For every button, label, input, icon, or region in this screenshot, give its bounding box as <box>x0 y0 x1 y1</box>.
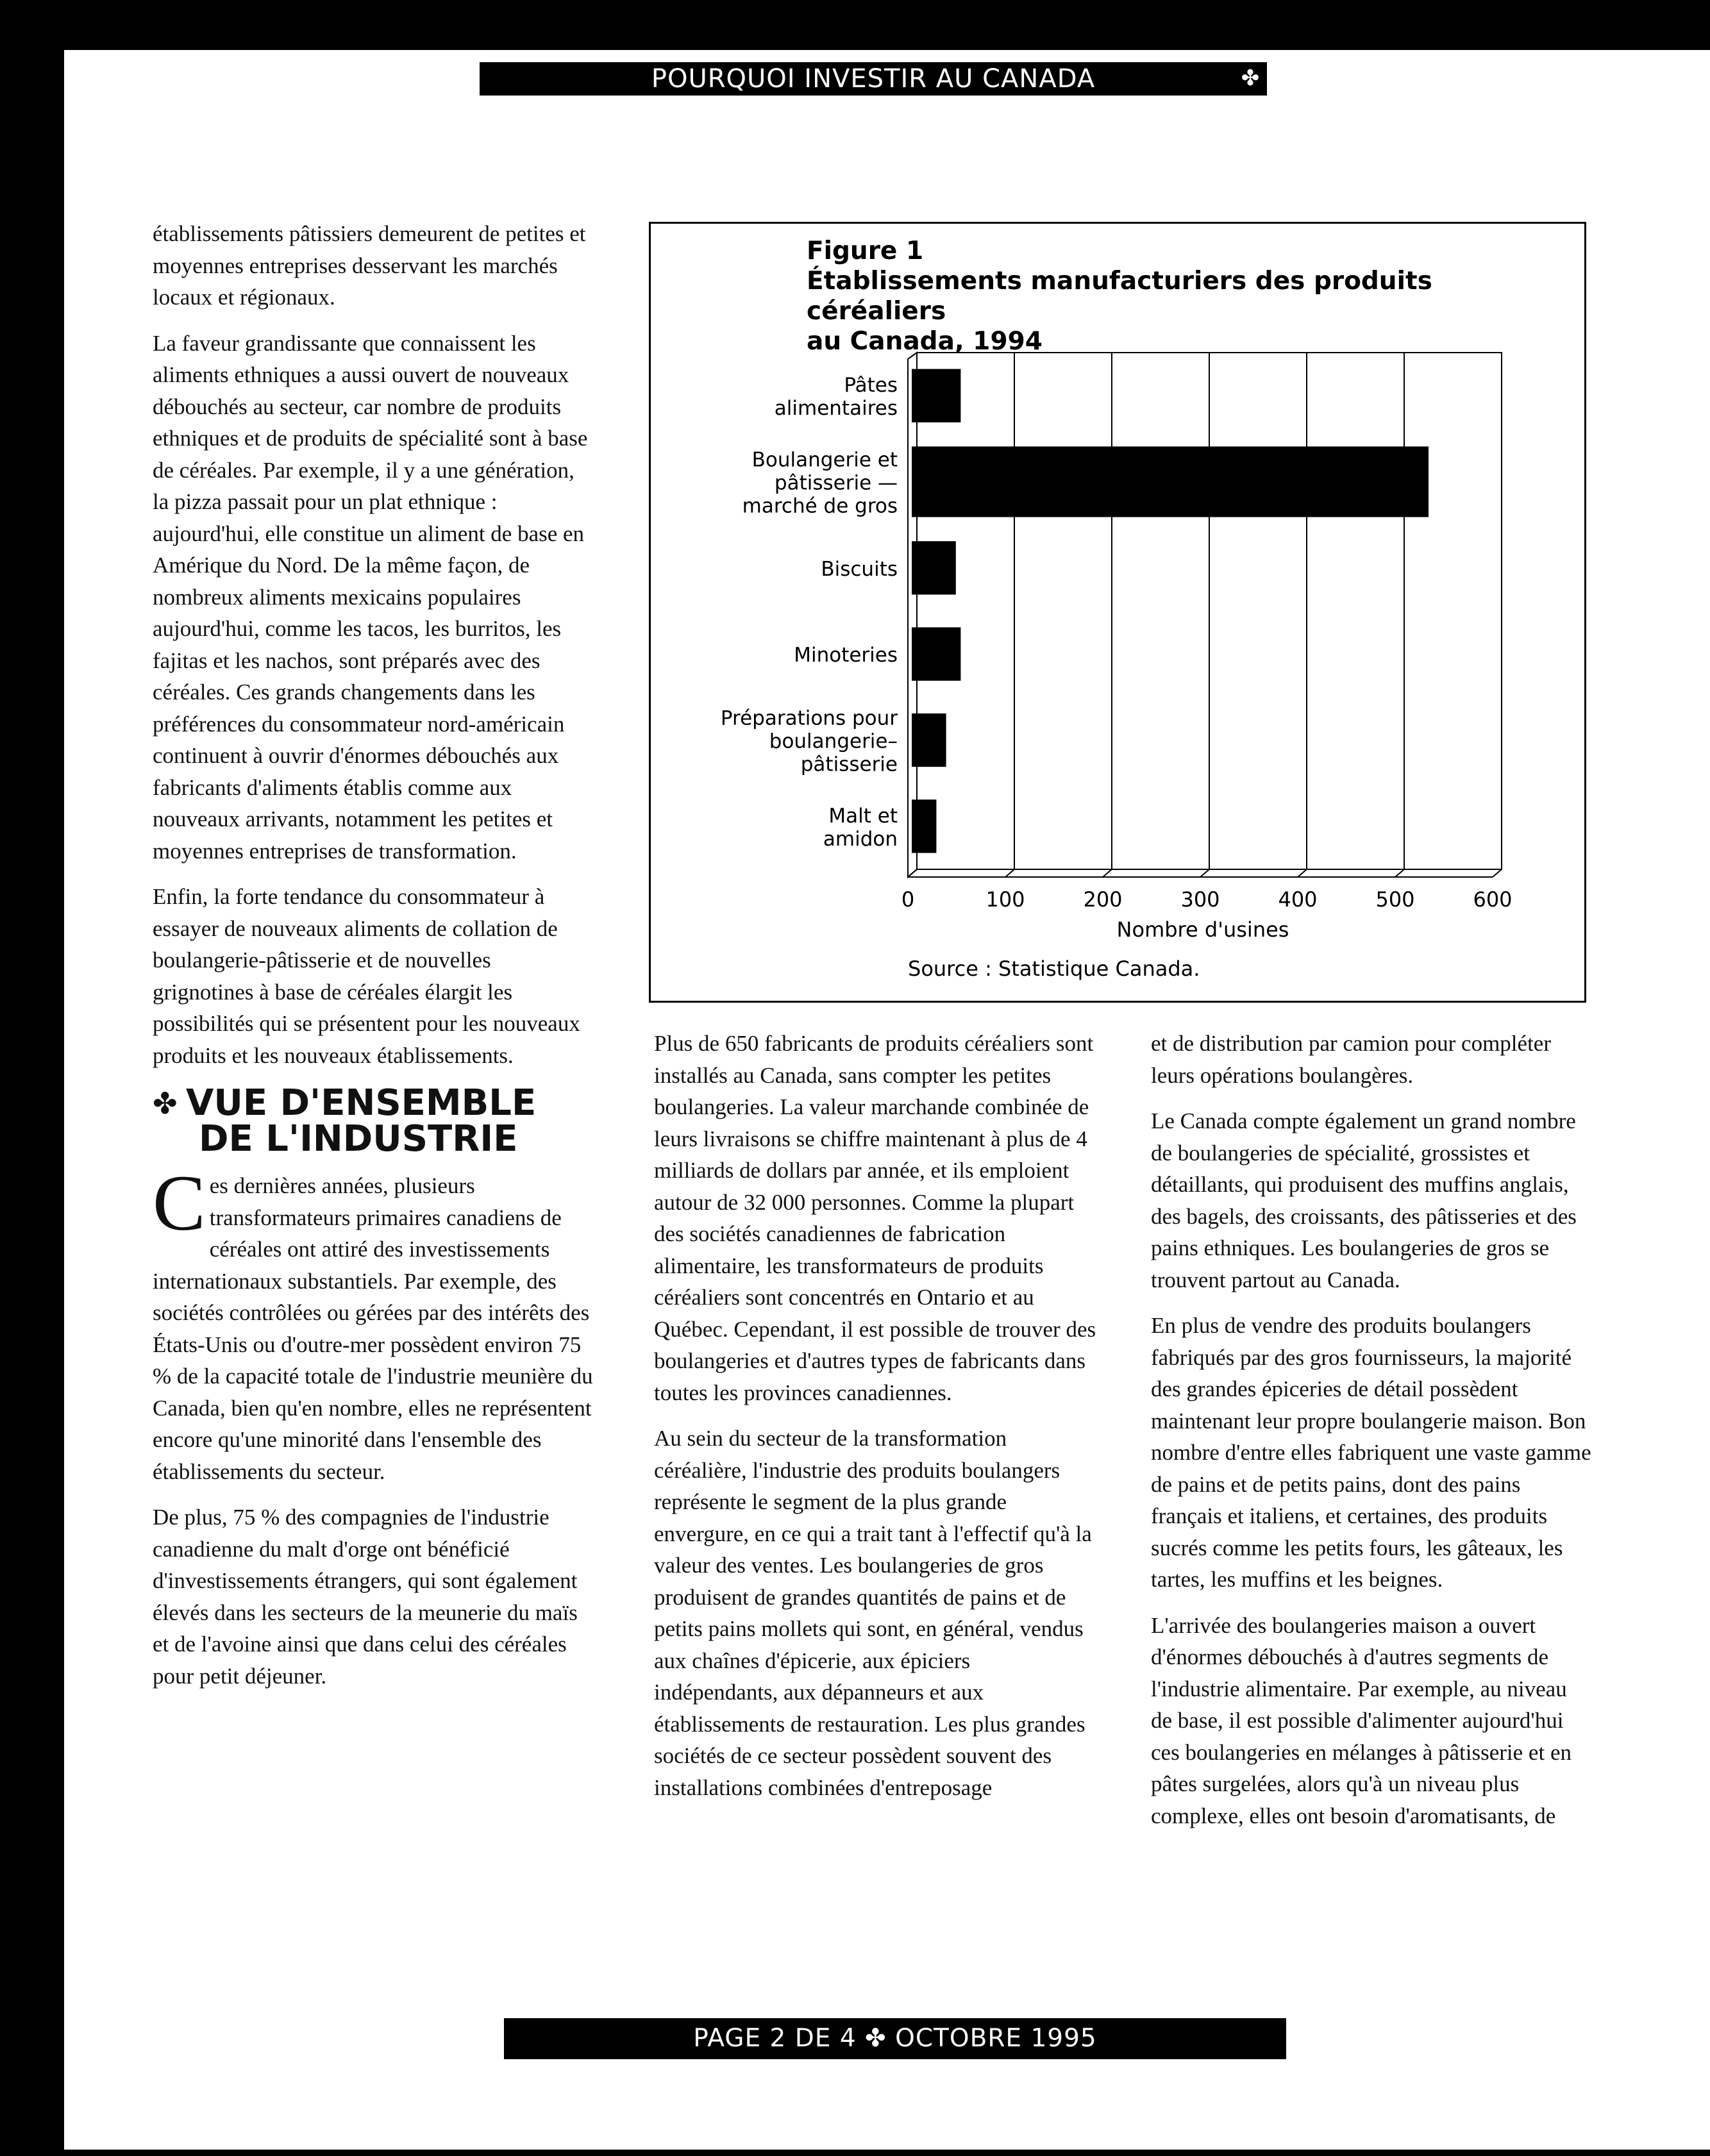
drop-cap: C <box>153 1159 206 1247</box>
x-tick-label: 200 <box>1083 887 1123 912</box>
bar <box>912 799 936 853</box>
heading-line-2: DE L'INDUSTRIE <box>199 1118 518 1160</box>
paragraph: Enfin, la forte tendance du consommateur à essayer de nouveaux aliments de collation de boulangerie-pâtisserie et de nouvelles grignotines à base de céréales élargit les possibilités qui se présentent pour les nouveaux produits et les nouveaux établissements. <box>153 884 580 1068</box>
figure-title-line-2: au Canada, 1994 <box>807 327 1043 356</box>
category-label: alimentaires <box>774 397 898 421</box>
paragraph: De plus, 75 % des compagnies de l'industrie canadienne du malt d'orge ont bénéficié d'investissements étrangers, qui sont également élevés dans les secteurs de la meunerie du maïs et de l'avoine ainsi que dans celui des céréales pour petit déjeuner. <box>153 1505 578 1689</box>
x-tick-label: 600 <box>1473 887 1513 912</box>
bar-chart <box>649 222 1586 1003</box>
x-tick-label: 500 <box>1375 887 1415 912</box>
x-tick <box>1493 869 1502 877</box>
figure-title-line-1: Établissements manufacturiers des produits céréaliers <box>807 267 1432 326</box>
section-heading <box>153 1082 595 1160</box>
paragraph: Plus de 650 fabricants de produits céréaliers sont installés au Canada, sans compter les petites boulangeries. La valeur marchande combinée de leurs livraisons se chiffre maintenant à plus de 4 milliards de dollars par année, et ils emploient autour de 32 000 personnes. Comme la plupart des sociétés canadiennes de fabrication alimentaire, les transformateurs de produits céréaliers sont concentrés en Ontario et au Québec. Cependant, il est possible de trouver des boulangeries et d'autres types de fabricants dans toutes les provinces canadiennes. <box>654 1031 1096 1405</box>
x-tick <box>1200 869 1209 877</box>
x-tick-label: 300 <box>1180 887 1220 912</box>
category-label: Biscuits <box>821 557 898 581</box>
page-footer: PAGE 2 DE 4 ✤ OCTOBRE 1995 <box>504 2018 1286 2059</box>
category-label: boulangerie– <box>769 730 898 753</box>
axis-depth <box>908 353 917 877</box>
paragraph <box>153 1159 595 1487</box>
column-left <box>153 218 595 1706</box>
category-label: pâtisserie <box>800 753 898 776</box>
maple-leaf-icon: ✤ <box>1234 63 1267 94</box>
paragraph: En plus de vendre des produits boulangers fabriqués par des gros fournisseurs, la majorité des grandes épiceries de détail possèdent maintenant leur propre boulangerie maison. Bon nombre d'entre elles fabriquent une vaste gamme de pains et de petits pains, dont des pains français et italiens, et certaines, des produits sucrés comme les petits fours, les gâteaux, les tartes, les muffins et les beignes. <box>1151 1313 1591 1592</box>
column-right <box>1151 1028 1593 1846</box>
paragraph: Au sein du secteur de la transformation céréalière, l'industrie des produits boulangers représente le segment de la plus grande envergure, en ce qui a trait tant à l'effectif qu'à la valeur des ventes. Les boulangeries de gros produisent de grandes quantités de pains et de petits pains mollets qui sont, en général, vendus aux chaînes d'épicerie, aux épiciers indépendants, aux dépanneurs et aux établissements de restauration. Les plus grandes sociétés de ce secteur possèdent souvent des installations combinées d'entreposage <box>654 1426 1092 1800</box>
figure-label: Figure 1 <box>807 237 924 265</box>
x-tick-label: 0 <box>901 887 915 912</box>
x-axis-label: Nombre d'usines <box>1116 917 1289 942</box>
bar <box>912 369 960 422</box>
x-tick <box>1298 869 1307 877</box>
paragraph-text: es dernières années, plusieurs transformateurs primaires canadiens de céréales ont attiré des investissements internationaux substantiels. Par exemple, des sociétés contrôlées ou gérées par des intérêts des États-Unis ou d'outre-mer possèdent environ 75 % de la capacité totale de l'industrie meunière du Canada, bien qu'en nombre, elles ne représentent encore qu'une minorité dans l'ensemble des établissements du secteur. <box>153 1173 593 1484</box>
paragraph: établissements pâtissiers demeurent de petites et moyennes entreprises desservant les marchés locaux et régionaux. <box>153 221 586 310</box>
page-header: POURQUOI INVESTIR AU CANADA <box>480 62 1267 96</box>
paragraph: et de distribution par camion pour compléter leurs opérations boulangères. <box>1151 1031 1551 1088</box>
category-label: amidon <box>823 827 898 851</box>
category-label: marché de gros <box>742 494 898 518</box>
category-label: pâtisserie — <box>774 471 898 495</box>
figure-source: Source : Statistique Canada. <box>908 957 1200 981</box>
paragraph: Le Canada compte également un grand nombre de boulangeries de spécialité, grossistes et détaillants, qui produisent des muffins anglais, des bagels, des croissants, des pâtisseries et des pains ethniques. Les boulangeries de gros se trouvent partout au Canada. <box>1151 1108 1577 1292</box>
category-label: Boulangerie et <box>751 448 898 472</box>
bar <box>912 541 956 594</box>
x-tick <box>1395 869 1404 877</box>
x-tick <box>1103 869 1112 877</box>
x-tick-label: 100 <box>985 887 1025 912</box>
bar <box>912 446 1429 517</box>
category-label: Minoteries <box>794 644 898 667</box>
category-label: Malt et <box>828 804 898 828</box>
category-label: Préparations pour <box>720 706 898 730</box>
column-middle <box>654 1028 1096 1818</box>
paragraph: La faveur grandissante que connaissent les aliments ethniques a aussi ouvert de nouveaux débouchés au secteur, car nombre de produits ethniques et de produits de spécialité sont à base de céréales. Par exemple, il y a une génération, la pizza passait pour un plat ethnique : aujourd'hui, elle constitue un aliment de base en Amérique du Nord. De la même façon, de nombreux aliments mexicains populaires aujourd'hui, comme les tacos, les burritos, les fajitas et les nachos, sont préparés avec des céréales. Ces grands changements dans les préférences du consommateur nord-américain continuent à ouvrir d'énormes débouchés aux fabricants d'aliments établis comme aux nouveaux arrivants, notamment les petites et moyennes entreprises de transformation. <box>153 330 588 864</box>
x-tick <box>1005 869 1014 877</box>
paragraph: L'arrivée des boulangeries maison a ouvert d'énormes débouchés à d'autres segments de l'industrie alimentaire. Par exemple, au niveau de base, il est possible d'alimenter aujourd'hui ces boulangeries en mélanges à pâtisserie et en pâtes surgelées, alors qu'à un niveau plus complexe, elles ont besoin d'aromatisants, de <box>1151 1612 1572 1828</box>
category-label: Pâtes <box>844 374 898 397</box>
heading-line-1: VUE D'ENSEMBLE <box>186 1082 537 1124</box>
x-tick <box>908 869 917 877</box>
x-tick-label: 400 <box>1278 887 1318 912</box>
maple-leaf-icon: ✤ <box>153 1086 178 1121</box>
bar <box>912 628 960 681</box>
bar <box>912 714 946 767</box>
